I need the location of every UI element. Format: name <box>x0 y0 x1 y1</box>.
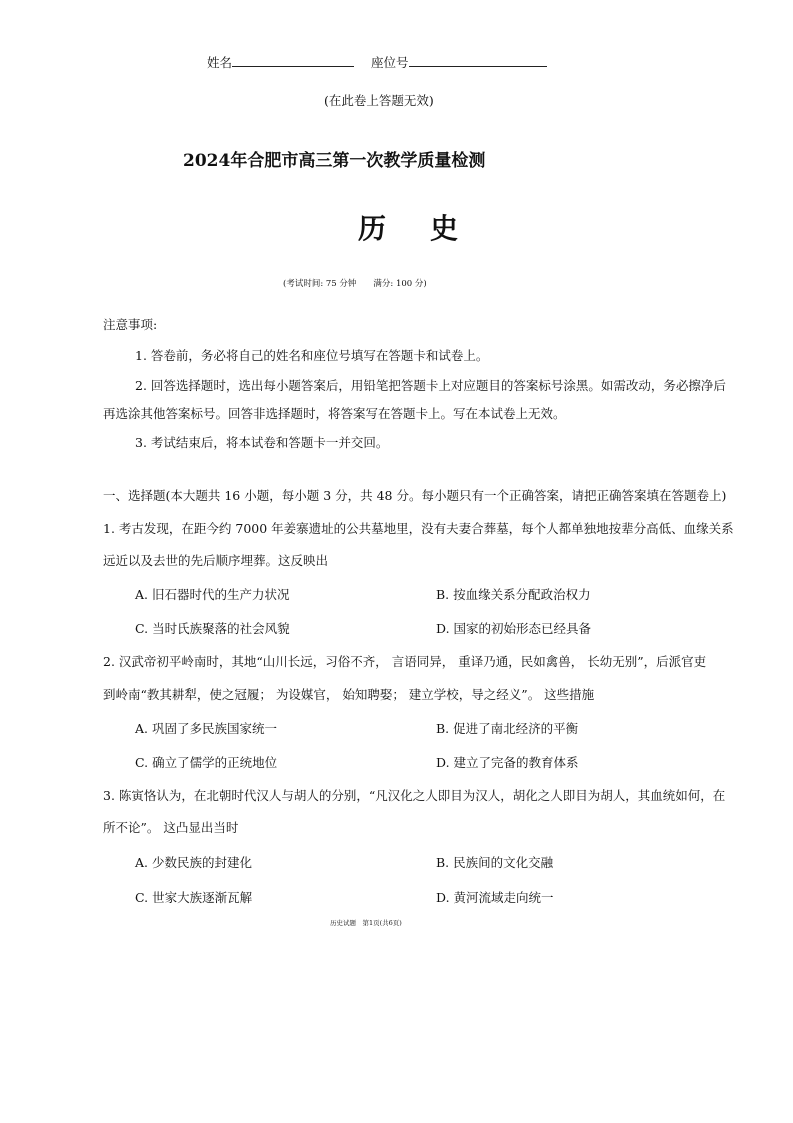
q3-option-c: C. 世家大族逐渐瓦解 <box>135 890 253 905</box>
notice-item-2: 2. 回答选择题时，选出每小题答案后，用铅笔把答题卡上对应题目的答案标号涂黑。如需改动，务必擦净后 <box>135 378 726 393</box>
name-field[interactable] <box>207 53 354 71</box>
notice-heading: 注意事项: <box>103 317 158 332</box>
q2-option-a: A. 巩固了多民族国家统一 <box>135 721 277 736</box>
name-label: 姓名 <box>207 55 233 70</box>
subject-title: 历史 <box>358 212 503 245</box>
q2-option-b: B. 促进了南北经济的平衡 <box>436 721 579 736</box>
seat-label: 座位号 <box>371 55 409 70</box>
invalid-note: (在此卷上答题无效) <box>324 93 434 108</box>
seat-field[interactable] <box>371 53 547 71</box>
q3-option-a: A. 少数民族的封建化 <box>135 855 252 870</box>
notice-item-2-cont: 再选涂其他答案标号。回答非选择题时，将答案写在答题卡上。写在本试卷上无效。 <box>103 406 566 421</box>
question-3-stem: 3. 陈寅恪认为，在北朝时代汉人与胡人的分别，“凡汉化之人即目为汉人，胡化之人即目为胡人，其血统如何，在 <box>103 788 726 803</box>
question-2-stem-cont: 到岭南“教其耕犁，使之冠履； 为设媒官， 始知聘娶； 建立学校，导之经义”。 这些措施 <box>103 687 595 702</box>
q3-option-b: B. 民族间的文化交融 <box>436 855 554 870</box>
seat-blank-line[interactable] <box>409 54 547 67</box>
notice-item-3: 3. 考试结束后，将本试卷和答题卡一并交回。 <box>135 435 389 450</box>
name-blank-line[interactable] <box>232 54 354 67</box>
question-1-stem-cont: 远近以及去世的先后顺序埋葬。这反映出 <box>103 553 329 568</box>
q1-option-b: B. 按血缘关系分配政治权力 <box>436 587 591 602</box>
q1-option-d: D. 国家的初始形态已经具备 <box>436 621 592 636</box>
q1-option-a: A. 旧石器时代的生产力状况 <box>135 587 290 602</box>
exam-meta: (考试时间: 75 分钟 满分: 100 分) <box>283 279 427 289</box>
question-3-stem-cont: 所不论”。 这凸显出当时 <box>103 820 239 835</box>
question-2-stem: 2. 汉武帝初平岭南时，其地“山川长远，习俗不齐， 言语同异， 重译乃通，民如禽兽， 长幼无别”，后派官吏 <box>103 654 707 669</box>
q3-option-d: D. 黄河流域走向统一 <box>436 890 554 905</box>
q2-option-d: D. 建立了完备的教育体系 <box>436 755 579 770</box>
page-footer: 历史试题 第1页(共6页) <box>330 919 402 927</box>
question-1-stem: 1. 考古发现，在距今约 7000 年姜寨遗址的公共墓地里，没有夫妻合葬墓，每个人都单独地按辈分高低、血缘关系 <box>103 521 734 536</box>
notice-item-1: 1. 答卷前，务必将自己的姓名和座位号填写在答题卡和试卷上。 <box>135 348 489 363</box>
exam-title: 2024年合肥市高三第一次教学质量检测 <box>183 151 486 171</box>
q2-option-c: C. 确立了儒学的正统地位 <box>135 755 278 770</box>
section-heading: 一、选择题(本大题共 16 小题，每小题 3 分，共 48 分。每小题只有一个正确答案，请把正确答案填在答题卷上) <box>103 488 727 503</box>
q1-option-c: C. 当时氏族聚落的社会风貌 <box>135 621 290 636</box>
